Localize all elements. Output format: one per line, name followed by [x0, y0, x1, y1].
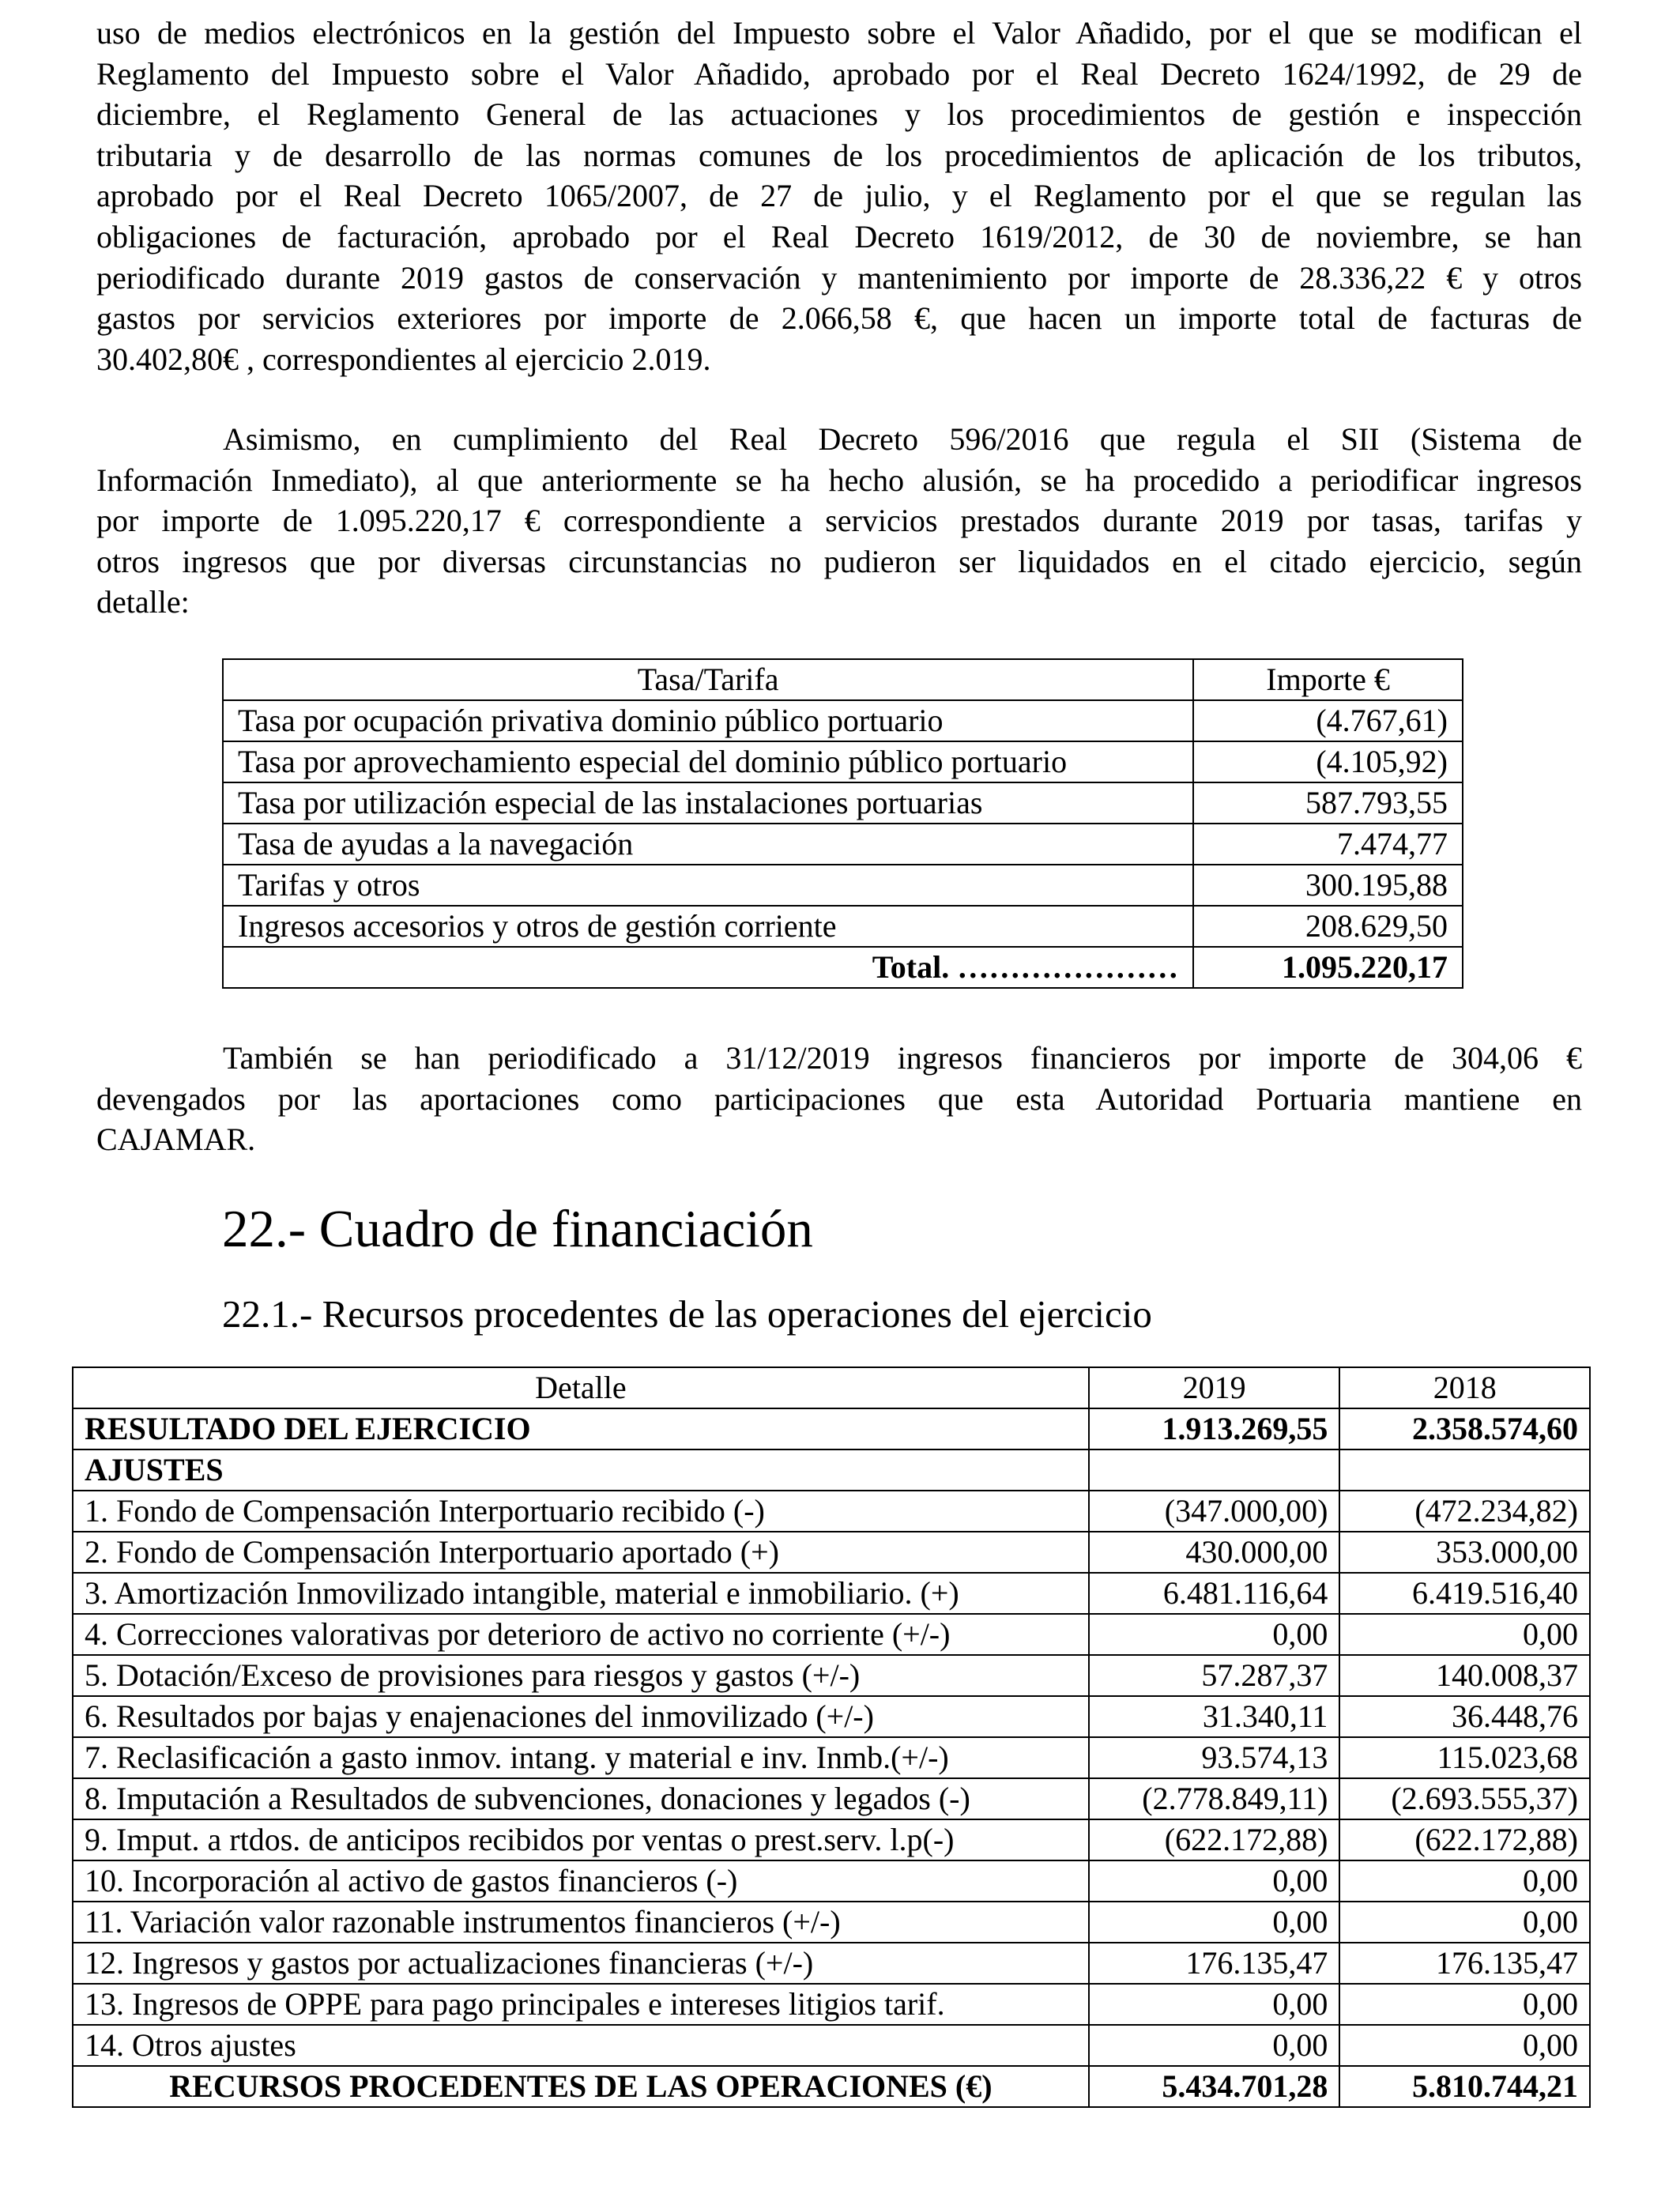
table-row: [73, 1491, 1590, 1532]
table-cell: 9. Imput. a rtdos. de anticipos recibidos por ventas o prest.serv. l.p(-): [73, 1819, 1089, 1860]
table-cell: 4. Correcciones valorativas por deterioro de activo no corriente (+/-): [73, 1614, 1089, 1655]
text-line: detalle:: [96, 584, 190, 620]
table-row: [223, 782, 1463, 824]
table-cell: 0,00: [1339, 1860, 1590, 1902]
table-cell: 6. Resultados por bajas y enajenaciones del inmovilizado (+/-): [73, 1696, 1089, 1737]
table-cell: 14. Otros ajustes: [73, 2025, 1089, 2066]
table-cell: 208.629,50: [1193, 906, 1463, 947]
table-cell: AJUSTES: [73, 1449, 1089, 1491]
table-row: [73, 1655, 1590, 1696]
table-cell: 10. Incorporación al activo de gastos financieros (-): [73, 1860, 1089, 1902]
table-cell: Ingresos accesorios y otros de gestión corriente: [223, 906, 1193, 947]
table-row: [73, 1737, 1590, 1778]
table-row: [73, 1614, 1590, 1655]
table-cell: 587.793,55: [1193, 782, 1463, 824]
text-line: Asimismo, en cumplimiento del Real Decreto 596/2016 que regula el SII (Sistema de: [223, 421, 1582, 457]
table-row: [223, 741, 1463, 782]
table-row: [73, 1778, 1590, 1819]
text-line: Reglamento del Impuesto sobre el Valor Añadido, aprobado por el Real Decreto 1624/1992, de 29 de: [96, 55, 1582, 92]
table-row: [223, 865, 1463, 906]
table-cell: 0,00: [1089, 1860, 1340, 1902]
table-cell: 1. Fondo de Compensación Interportuario recibido (-): [73, 1491, 1089, 1532]
section-subtitle: 22.1.- Recursos procedentes de las operaciones del ejercicio: [222, 1292, 1152, 1336]
table-row: [73, 1902, 1590, 1943]
table-row: [73, 1984, 1590, 2025]
table-cell: 8. Imputación a Resultados de subvenciones, donaciones y legados (-): [73, 1778, 1089, 1819]
table-cell: (347.000,00): [1089, 1491, 1340, 1532]
table-cell: 115.023,68: [1339, 1737, 1590, 1778]
table-row: [223, 906, 1463, 947]
table-cell: Tarifas y otros: [223, 865, 1193, 906]
table-cell: 57.287,37: [1089, 1655, 1340, 1696]
table-cell: Tasa por ocupación privativa dominio público portuario: [223, 700, 1193, 741]
text-line: Información Inmediato), al que anteriormente se ha hecho alusión, se ha procedido a periodificar ingresos: [96, 462, 1582, 498]
table-cell: (4.767,61): [1193, 700, 1463, 741]
table-cell: (622.172,88): [1339, 1819, 1590, 1860]
table-cell: 7.474,77: [1193, 824, 1463, 865]
table-cell: Tasa por utilización especial de las instalaciones portuarias: [223, 782, 1193, 824]
resultado-row: [73, 1408, 1590, 1449]
column-header-detalle: Detalle: [73, 1367, 1089, 1408]
table-cell: 0,00: [1089, 1614, 1340, 1655]
table-cell: (2.778.849,11): [1089, 1778, 1340, 1819]
table-cell: 2. Fondo de Compensación Interportuario aportado (+): [73, 1532, 1089, 1573]
table-cell: Tasa por aprovechamiento especial del dominio público portuario: [223, 741, 1193, 782]
column-header-2019: 2019: [1089, 1367, 1340, 1408]
text-line: 30.402,80€ , correspondientes al ejercicio 2.019.: [96, 341, 711, 377]
table-cell: 0,00: [1339, 2025, 1590, 2066]
table-cell: (472.234,82): [1339, 1491, 1590, 1532]
table-cell: 11. Variación valor razonable instrumentos financieros (+/-): [73, 1902, 1089, 1943]
text-line: tributaria y de desarrollo de las normas comunes de los procedimientos de aplicación de los tributos,: [96, 137, 1582, 173]
paragraph-iva-regulation: [96, 13, 1582, 379]
table-cell: 176.135,47: [1339, 1943, 1590, 1984]
text-line: También se han periodificado a 31/12/2019 ingresos financieros por importe de 304,06 €: [223, 1040, 1582, 1076]
text-line: gastos por servicios exteriores por importe de 2.066,58 €, que hacen un importe total de facturas de: [96, 300, 1582, 337]
table-cell: 6.419.516,40: [1339, 1573, 1590, 1614]
table-cell: 0,00: [1089, 1984, 1340, 2025]
table-row: [73, 1532, 1590, 1573]
table-cell: 7. Reclasificación a gasto inmov. intang. y material e inv. Inmb.(+/-): [73, 1737, 1089, 1778]
table-row: [223, 824, 1463, 865]
table-cell: 300.195,88: [1193, 865, 1463, 906]
table-cell: 93.574,13: [1089, 1737, 1340, 1778]
total-value-2018: 5.810.744,21: [1339, 2066, 1590, 2107]
table-row: [73, 2025, 1590, 2066]
table-cell: 430.000,00: [1089, 1532, 1340, 1573]
table-total-row: [73, 2066, 1590, 2107]
column-header-tasa: Tasa/Tarifa: [223, 659, 1193, 700]
text-line: otros ingresos que por diversas circunstancias no pudieron ser liquidados en el citado ejercicio, según: [96, 543, 1582, 579]
table-cell: 5. Dotación/Exceso de provisiones para riesgos y gastos (+/-): [73, 1655, 1089, 1696]
table-row: [73, 1819, 1590, 1860]
table-cell: 0,00: [1339, 1984, 1590, 2025]
table-cell: (2.693.555,37): [1339, 1778, 1590, 1819]
paragraph-financial-income: [96, 1038, 1582, 1160]
text-line: aprobado por el Real Decreto 1065/2007, de 27 de julio, y el Reglamento por el que se regulan las: [96, 178, 1582, 214]
text-line: periodificado durante 2019 gastos de conservación y mantenimiento por importe de 28.336,22 € y otros: [96, 259, 1582, 296]
table-row: [73, 1696, 1590, 1737]
table-cell: 1.913.269,55: [1089, 1408, 1340, 1449]
text-line: devengados por las aportaciones como participaciones que esta Autoridad Portuaria mantiene en: [96, 1080, 1582, 1117]
text-line: CAJAMAR.: [96, 1122, 256, 1158]
text-line: por importe de 1.095.220,17 € correspondiente a servicios prestados durante 2019 por tasas, tarifas y: [96, 503, 1582, 539]
total-label: Total. …………………: [223, 947, 1193, 988]
ajustes-row: [73, 1449, 1590, 1491]
text-line: uso de medios electrónicos en la gestión del Impuesto sobre el Valor Añadido, por el que se modifican el: [96, 15, 1582, 51]
total-label: RECURSOS PROCEDENTES DE LAS OPERACIONES (€): [73, 2066, 1089, 2107]
table-cell: 0,00: [1089, 2025, 1340, 2066]
paragraph-sii-periodification: [96, 419, 1582, 623]
table-cell: 6.481.116,64: [1089, 1573, 1340, 1614]
table-cell: [1089, 1449, 1340, 1491]
table-cell: 353.000,00: [1339, 1532, 1590, 1573]
table-cell: Tasa de ayudas a la navegación: [223, 824, 1193, 865]
table-cell: 3. Amortización Inmovilizado intangible, material e inmobiliario. (+): [73, 1573, 1089, 1614]
total-value-2019: 5.434.701,28: [1089, 2066, 1340, 2107]
table-cell: 0,00: [1089, 1902, 1340, 1943]
text-line: diciembre, el Reglamento General de las actuaciones y los procedimientos de gestión e inspección: [96, 96, 1582, 133]
column-header-2018: 2018: [1339, 1367, 1590, 1408]
table-row: [223, 700, 1463, 741]
total-value: 1.095.220,17: [1193, 947, 1463, 988]
table-header-row: [223, 659, 1463, 700]
table-cell: 2.358.574,60: [1339, 1408, 1590, 1449]
table-row: [73, 1943, 1590, 1984]
table-header-row: [73, 1367, 1590, 1408]
text-line: obligaciones de facturación, aprobado por el Real Decreto 1619/2012, de 30 de noviembre, se han: [96, 218, 1582, 254]
table-cell: 31.340,11: [1089, 1696, 1340, 1737]
cuadro-financiacion-table: [72, 1367, 1591, 2108]
column-header-importe: Importe €: [1193, 659, 1463, 700]
table-cell: 12. Ingresos y gastos por actualizaciones financieras (+/-): [73, 1943, 1089, 1984]
table-cell: 36.448,76: [1339, 1696, 1590, 1737]
table-cell: [1339, 1449, 1590, 1491]
table-cell: (622.172,88): [1089, 1819, 1340, 1860]
table-cell: 0,00: [1339, 1902, 1590, 1943]
table-row: [73, 1573, 1590, 1614]
table-cell: 140.008,37: [1339, 1655, 1590, 1696]
table-row: [73, 1860, 1590, 1902]
table-cell: RESULTADO DEL EJERCICIO: [73, 1408, 1089, 1449]
table-cell: 0,00: [1339, 1614, 1590, 1655]
table-cell: 13. Ingresos de OPPE para pago principales e intereses litigios tarif.: [73, 1984, 1089, 2025]
section-title: 22.- Cuadro de financiación: [222, 1200, 813, 1258]
table-cell: (4.105,92): [1193, 741, 1463, 782]
table-total-row: [223, 947, 1463, 988]
table-cell: 176.135,47: [1089, 1943, 1340, 1984]
tasa-tarifa-table: [222, 658, 1463, 989]
